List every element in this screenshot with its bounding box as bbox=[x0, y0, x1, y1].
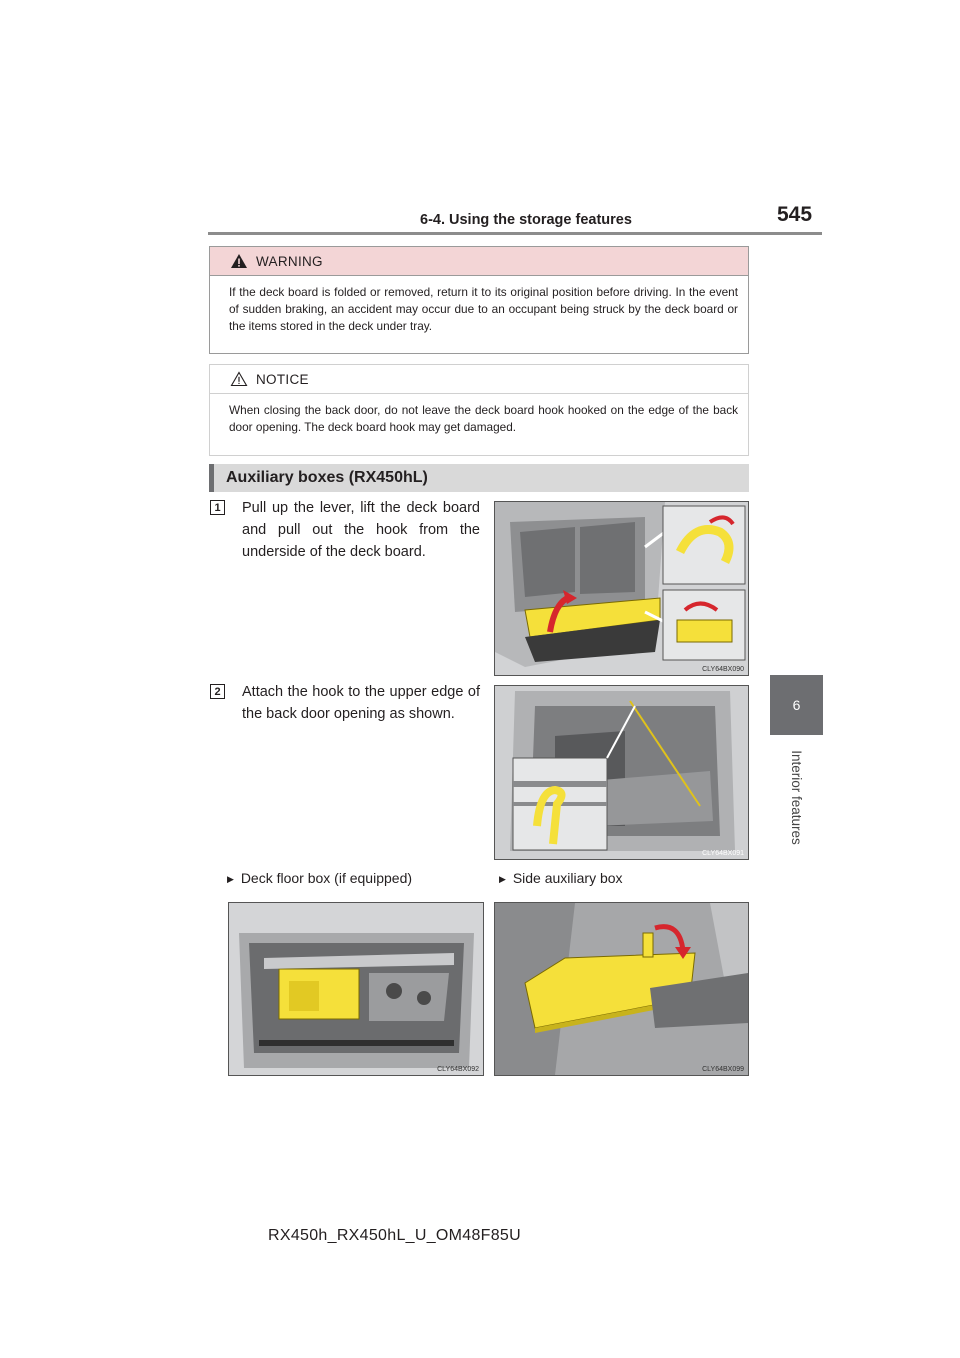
illustration-hook-attach bbox=[495, 686, 748, 859]
notice-header bbox=[210, 365, 748, 394]
step-text: Pull up the lever, lift the deck board and pull out the hook from the underside of the deck board. bbox=[242, 500, 480, 560]
bullet-item bbox=[499, 870, 623, 886]
figure-deck-board-lever bbox=[494, 501, 749, 676]
step-number: 1 bbox=[210, 500, 225, 515]
caution-icon bbox=[230, 371, 248, 387]
figure-code: CLY64BX099 bbox=[702, 1066, 744, 1073]
figure-hook-attach bbox=[494, 685, 749, 860]
bullet-label: Side auxiliary box bbox=[512, 870, 623, 886]
figure-deck-floor-box bbox=[228, 902, 484, 1076]
triangle-bullet-icon: ▶ bbox=[227, 874, 234, 884]
figure-code: CLY64BX092 bbox=[437, 1066, 479, 1073]
illustration-side-auxiliary-box bbox=[495, 903, 748, 1075]
step-text: Attach the hook to the upper edge of the back door opening as shown. bbox=[242, 684, 480, 722]
step-number: 2 bbox=[210, 684, 225, 699]
illustration-deck-board bbox=[495, 502, 748, 675]
figure-side-auxiliary-box bbox=[494, 902, 749, 1076]
figure-code: CLY64BX091 bbox=[702, 850, 744, 857]
chapter-label-text: Interior features bbox=[788, 749, 804, 845]
illustration-deck-floor-box bbox=[229, 903, 483, 1075]
chapter-tab: 6 bbox=[770, 675, 823, 735]
section-title: 6-4. Using the storage features bbox=[420, 212, 632, 228]
notice-title: NOTICE bbox=[256, 371, 309, 387]
notice-box bbox=[209, 364, 749, 456]
warning-title: WARNING bbox=[256, 253, 323, 269]
chapter-tab-label bbox=[782, 742, 810, 852]
section-heading: Auxiliary boxes (RX450hL) bbox=[209, 464, 749, 492]
header-rule bbox=[208, 232, 822, 235]
triangle-bullet-icon: ▶ bbox=[499, 874, 506, 884]
warning-icon bbox=[230, 253, 248, 269]
document-code: RX450h_RX450hL_U_OM48F85U bbox=[268, 1227, 521, 1244]
page-number: 545 bbox=[777, 203, 813, 226]
bullet-label: Deck floor box (if equipped) bbox=[240, 870, 413, 886]
warning-header bbox=[210, 247, 748, 276]
warning-box bbox=[209, 246, 749, 354]
warning-text: If the deck board is folded or removed, return it to its original position before driving. In the event of sudden braking, an accident may occur due to an occupant being struck by the deck board or the items stored in the deck under tray. bbox=[229, 285, 738, 333]
figure-code: CLY64BX090 bbox=[702, 666, 744, 673]
notice-text: When closing the back door, do not leave the deck board hook hooked on the edge of the back door opening. The deck board hook may get damaged. bbox=[229, 403, 738, 434]
bullet-item bbox=[227, 870, 412, 886]
